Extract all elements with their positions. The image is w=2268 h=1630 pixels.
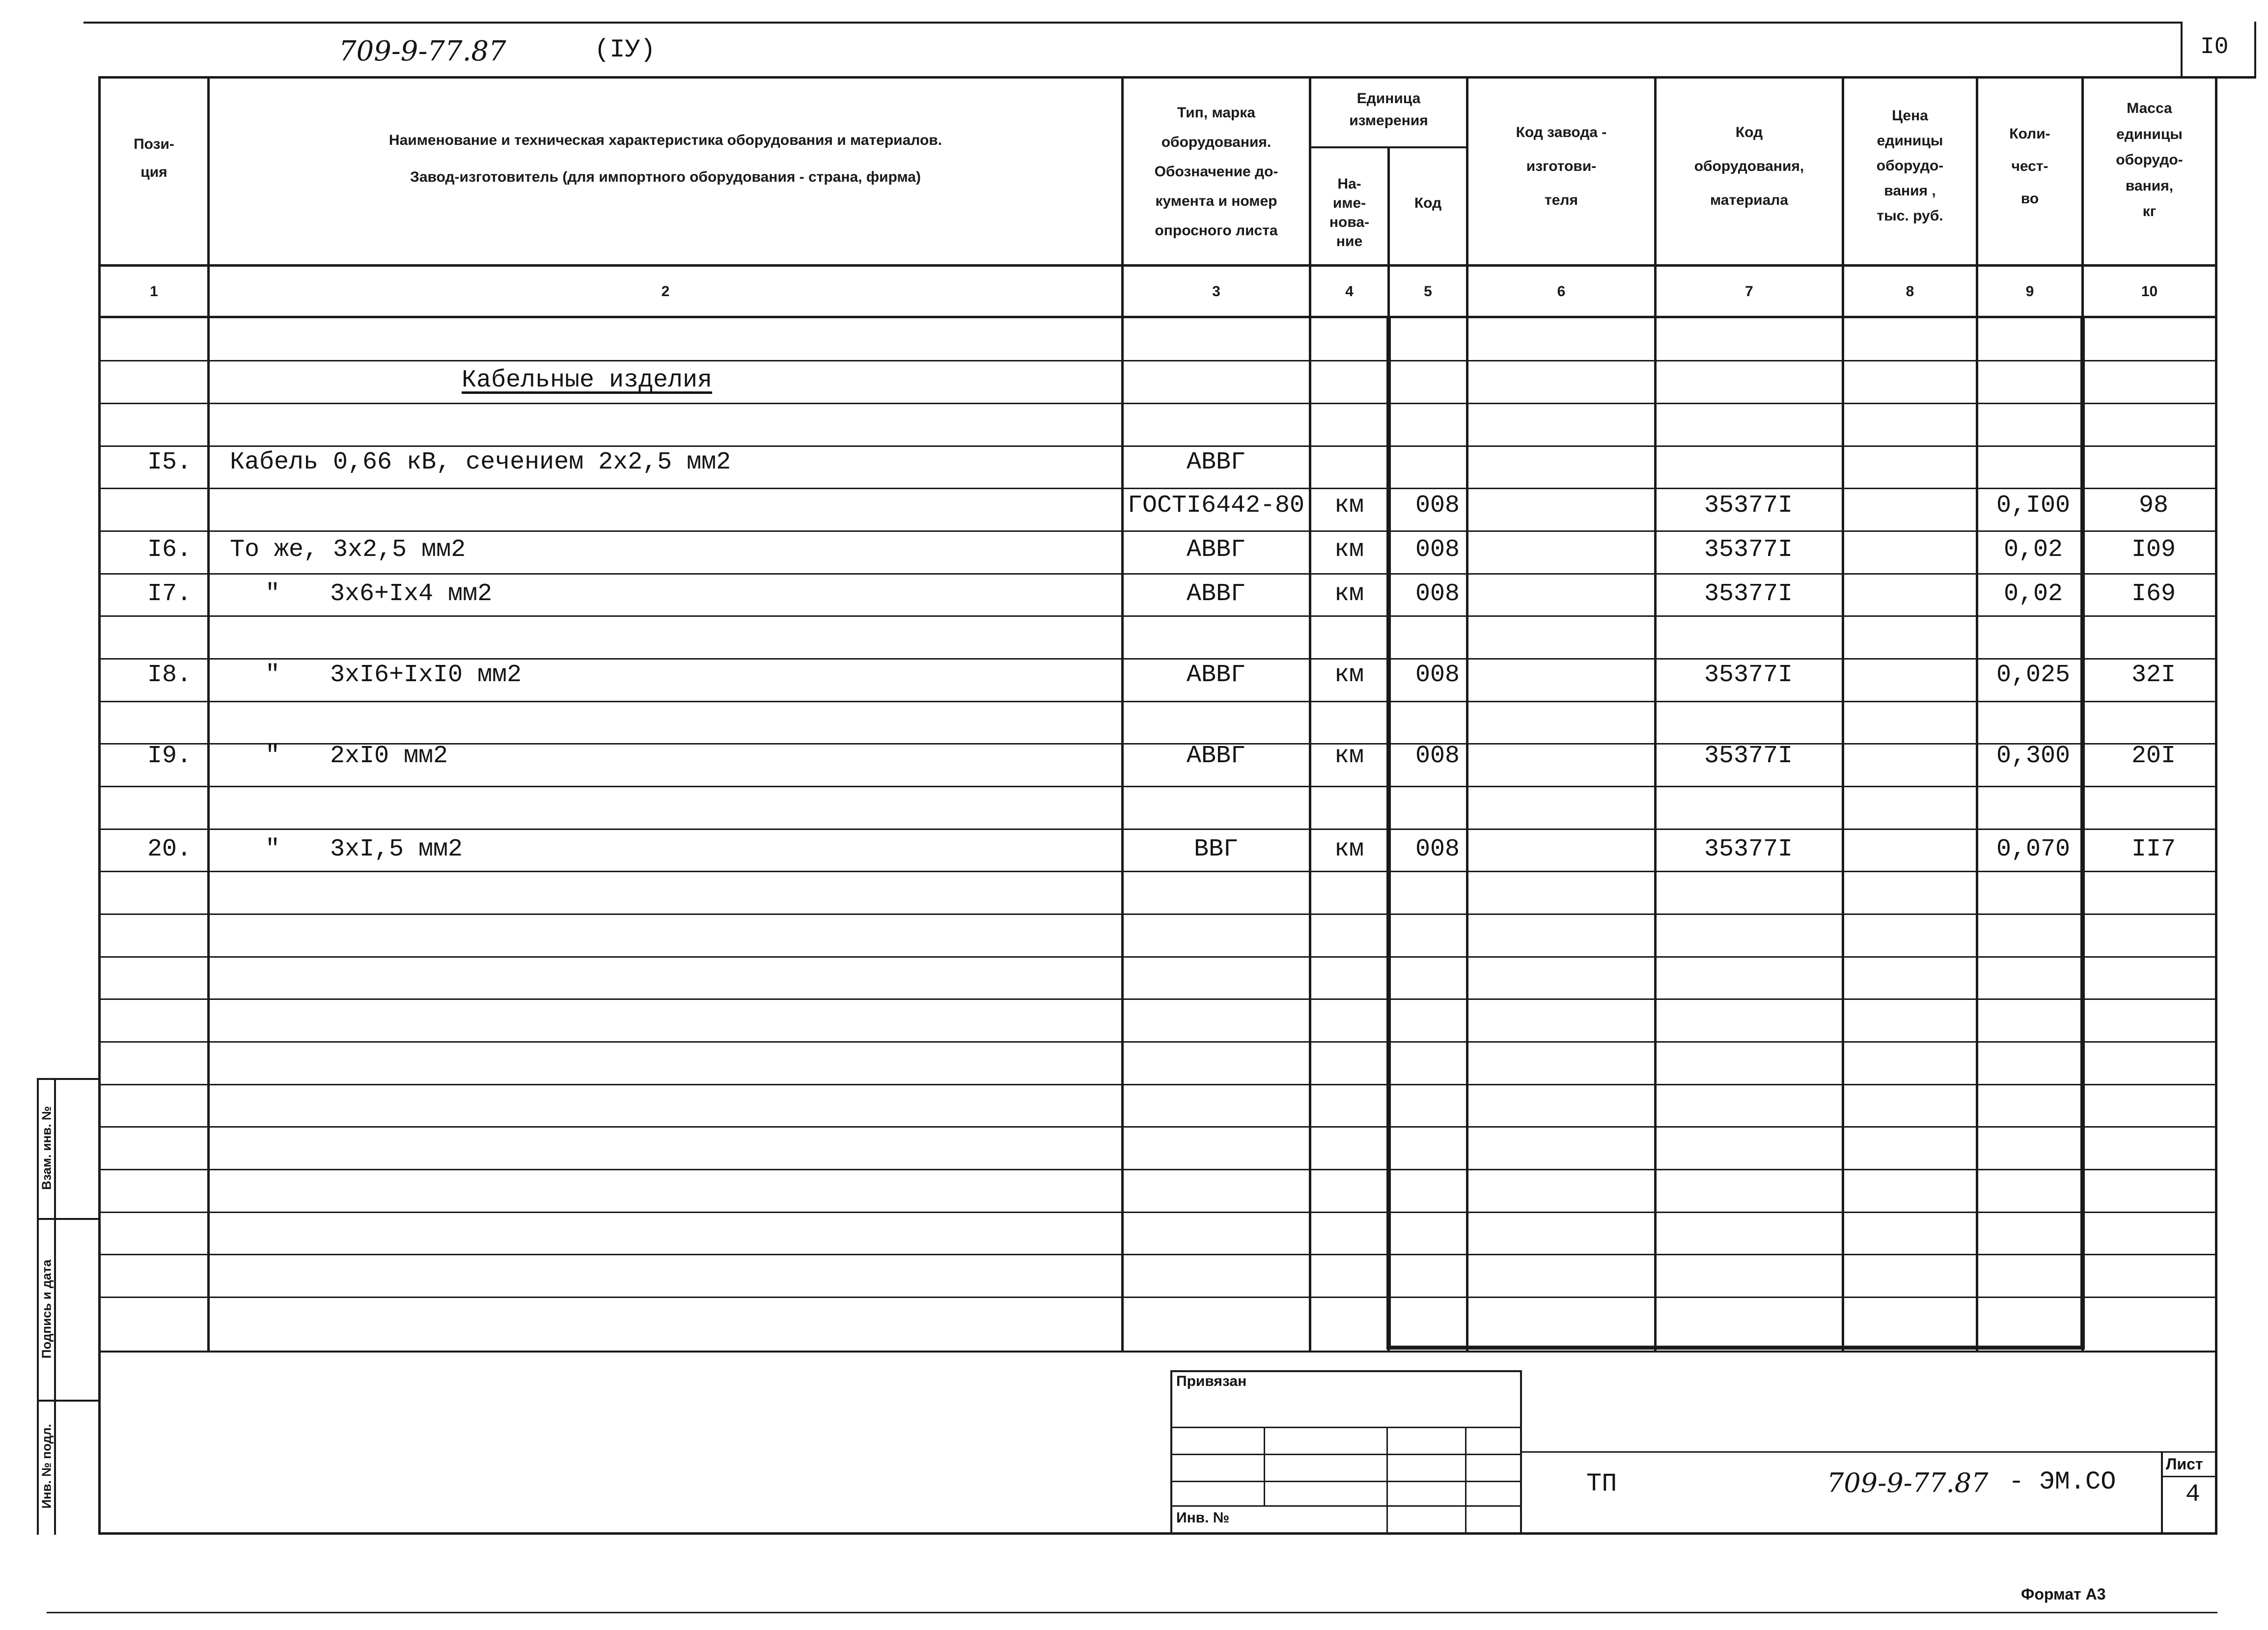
stamp-row-line	[1170, 1505, 1521, 1507]
row-line	[98, 956, 2217, 958]
row-line	[98, 871, 2217, 872]
row-unit: км	[1334, 536, 1364, 564]
sheet-label: Лист	[2166, 1455, 2203, 1473]
numbers-bottom-rule	[98, 316, 2217, 318]
row-position: I9.	[147, 742, 192, 770]
title-doc-suffix: - ЭМ.СО	[2009, 1467, 2116, 1496]
stamp-row-line	[1170, 1454, 1521, 1455]
ditto-mark: "	[265, 835, 280, 863]
row-line	[98, 1254, 2217, 1255]
row-line	[98, 701, 2217, 702]
row-line	[98, 530, 2217, 532]
thick-bottom	[1386, 1346, 2085, 1350]
row-quantity: 0,I00	[1996, 492, 2071, 520]
row-line	[98, 1297, 2217, 1298]
row-line	[98, 403, 2217, 404]
stamp-box-top	[1170, 1370, 1521, 1372]
row-type: АВВГ	[1186, 742, 1246, 770]
row-code: 008	[1415, 580, 1460, 608]
row-mass: II7	[2131, 835, 2176, 863]
row-line	[98, 488, 2217, 489]
header-name: Наименование и техническая характеристика оборудования и материалов. Завод-изготовитель (для импортного оборудования - страна, фирма)	[388, 132, 942, 185]
col-num-4: 4	[1345, 283, 1354, 300]
ditto-mark: "	[265, 742, 280, 770]
row-line	[98, 615, 2217, 617]
stamp-col-line	[1386, 1427, 1388, 1532]
row-material: 35377I	[1704, 492, 1793, 520]
row-name: 3хI6+IхI0 мм2	[330, 661, 522, 689]
side-label-replaced-inv: Взам. инв. №	[39, 1106, 54, 1190]
row-line	[98, 1169, 2217, 1170]
row-line	[98, 445, 2217, 447]
col-num-6: 6	[1557, 283, 1566, 300]
row-mass: I69	[2131, 580, 2176, 608]
col-num-2: 2	[661, 283, 670, 300]
col-divider	[1654, 76, 1657, 1352]
stamp-row-line	[1170, 1427, 1521, 1428]
row-line	[98, 913, 2217, 915]
title-tp: ТП	[1586, 1469, 1617, 1498]
row-position: I8.	[147, 661, 192, 689]
row-line	[98, 786, 2217, 787]
row-mass: 98	[2138, 492, 2169, 520]
row-name: 3х6+Iх4 мм2	[330, 580, 493, 608]
col-num-3: 3	[1212, 283, 1220, 300]
row-name: То же, 3х2,5 мм2	[230, 536, 466, 564]
row-type: АВВГ	[1186, 580, 1246, 608]
side-label-original-inv: Инв. № подл.	[39, 1424, 54, 1509]
row-material: 35377I	[1704, 661, 1793, 689]
row-code: 008	[1415, 742, 1460, 770]
row-position: I7.	[147, 580, 192, 608]
stamp-col-line	[1264, 1427, 1265, 1505]
sheet-box-divider	[2161, 1476, 2217, 1477]
col-divider	[1842, 76, 1844, 1352]
row-code: 008	[1415, 835, 1460, 863]
row-type: ВВГ	[1193, 835, 1239, 863]
thick-divider	[1386, 317, 1391, 1348]
row-material: 35377I	[1704, 580, 1793, 608]
thick-divider	[2080, 317, 2085, 1348]
header-plant-code: Код завода - изготови- теля	[1516, 124, 1607, 208]
top-rule	[83, 22, 2181, 24]
row-name: 3хI,5 мм2	[330, 835, 463, 863]
ditto-mark: "	[265, 580, 280, 608]
row-mass: I09	[2131, 536, 2176, 564]
table-bottom-border	[98, 1532, 2217, 1535]
row-position: I6.	[147, 536, 192, 564]
table-body-bottom	[98, 1351, 2217, 1353]
row-unit: км	[1334, 580, 1364, 608]
stamp-attached-label: Привязан	[1176, 1373, 1247, 1389]
row-line	[98, 998, 2217, 1000]
document-part: (IУ)	[594, 35, 656, 64]
header-unit-name: На- име- нова- ние	[1329, 176, 1370, 249]
header-unit: Единица измерения	[1349, 90, 1428, 129]
row-line	[98, 573, 2217, 575]
ditto-mark: "	[265, 661, 280, 689]
col-divider	[1309, 76, 1311, 1352]
row-material: 35377I	[1704, 536, 1793, 564]
row-type: ГОСТI6442-80	[1127, 492, 1305, 520]
col-num-10: 10	[2141, 283, 2158, 300]
row-name: 2хI0 мм2	[330, 742, 448, 770]
row-line	[98, 1041, 2217, 1043]
header-material-code: Код оборудования, материала	[1694, 124, 1804, 208]
header-type: Тип, марка оборудования. Обозначение до- кумента и номер опросного листа	[1154, 105, 1278, 239]
col-divider	[1121, 76, 1124, 1352]
corner-box-right	[2254, 22, 2256, 77]
section-title: Кабельные изделия	[461, 366, 713, 394]
side-label-signature-date: Подпись и дата	[39, 1259, 54, 1359]
header-position: Пози- ция	[134, 136, 174, 180]
row-position: I5.	[147, 448, 192, 476]
sheet-number: 4	[2185, 1481, 2201, 1509]
row-code: 008	[1415, 492, 1460, 520]
row-unit: км	[1334, 835, 1364, 863]
title-block-top	[1521, 1451, 2217, 1453]
col-divider	[1976, 76, 1978, 1352]
col-num-8: 8	[1906, 283, 1914, 300]
row-line	[98, 360, 2217, 361]
title-doc-code: 709-9-77.87	[1827, 1467, 1989, 1498]
side-strip-left	[37, 1078, 39, 1535]
row-code: 008	[1415, 661, 1460, 689]
col-divider	[1466, 76, 1468, 1352]
col-num-7: 7	[1745, 283, 1753, 300]
col-num-5: 5	[1424, 283, 1432, 300]
sheet-box-left	[2161, 1451, 2163, 1532]
row-quantity: 0,070	[1996, 835, 2071, 863]
row-mass: 20I	[2131, 742, 2176, 770]
row-type: АВВГ	[1186, 661, 1246, 689]
row-line	[98, 1212, 2217, 1213]
header-unit-code: Код	[1414, 195, 1442, 211]
side-strip-mid	[54, 1078, 56, 1535]
row-unit: км	[1334, 661, 1364, 689]
row-quantity: 0,300	[1996, 742, 2071, 770]
header-quantity: Коли- чест- во	[2009, 126, 2050, 207]
row-line	[98, 829, 2217, 830]
row-material: 35377I	[1704, 835, 1793, 863]
bottom-rule	[47, 1612, 2217, 1613]
row-type: АВВГ	[1186, 536, 1246, 564]
col-num-9: 9	[2025, 283, 2034, 300]
col-num-1: 1	[150, 283, 158, 300]
table-right-border	[2215, 76, 2217, 1535]
row-unit: км	[1334, 492, 1364, 520]
table-top-border	[98, 76, 2256, 79]
document-code: 709-9-77.87	[339, 35, 506, 67]
row-quantity: 0,025	[1996, 661, 2071, 689]
row-quantity: 0,02	[2003, 580, 2063, 608]
row-name: Кабель 0,66 кВ, сечением 2х2,5 мм2	[230, 448, 731, 476]
row-mass: 32I	[2131, 661, 2176, 689]
stamp-box-left	[1170, 1370, 1172, 1532]
stamp-row-line	[1170, 1481, 1521, 1482]
header-mass: Масса единицы оборудо- вания, кг	[2116, 100, 2183, 220]
stamp-col-line	[1465, 1427, 1466, 1532]
row-material: 35377I	[1704, 742, 1793, 770]
row-quantity: 0,02	[2003, 536, 2063, 564]
row-code: 008	[1415, 536, 1460, 564]
header-price: Цена единицы оборудо- вания , тыс. руб.	[1876, 108, 1944, 224]
stamp-inv-label: Инв. №	[1176, 1510, 1230, 1526]
sheet-corner-number: I0	[2200, 34, 2229, 60]
row-line	[98, 658, 2217, 660]
row-line	[98, 1084, 2217, 1085]
row-unit: км	[1334, 742, 1364, 770]
corner-box-left	[2181, 22, 2183, 77]
row-position: 20.	[147, 835, 192, 863]
header-bottom-rule	[98, 264, 2217, 267]
row-type: АВВГ	[1186, 448, 1246, 476]
unit-header-rule	[1309, 146, 1468, 148]
col-divider	[207, 76, 210, 1352]
row-line	[98, 1126, 2217, 1128]
format-label: Формат А3	[2021, 1585, 2106, 1603]
